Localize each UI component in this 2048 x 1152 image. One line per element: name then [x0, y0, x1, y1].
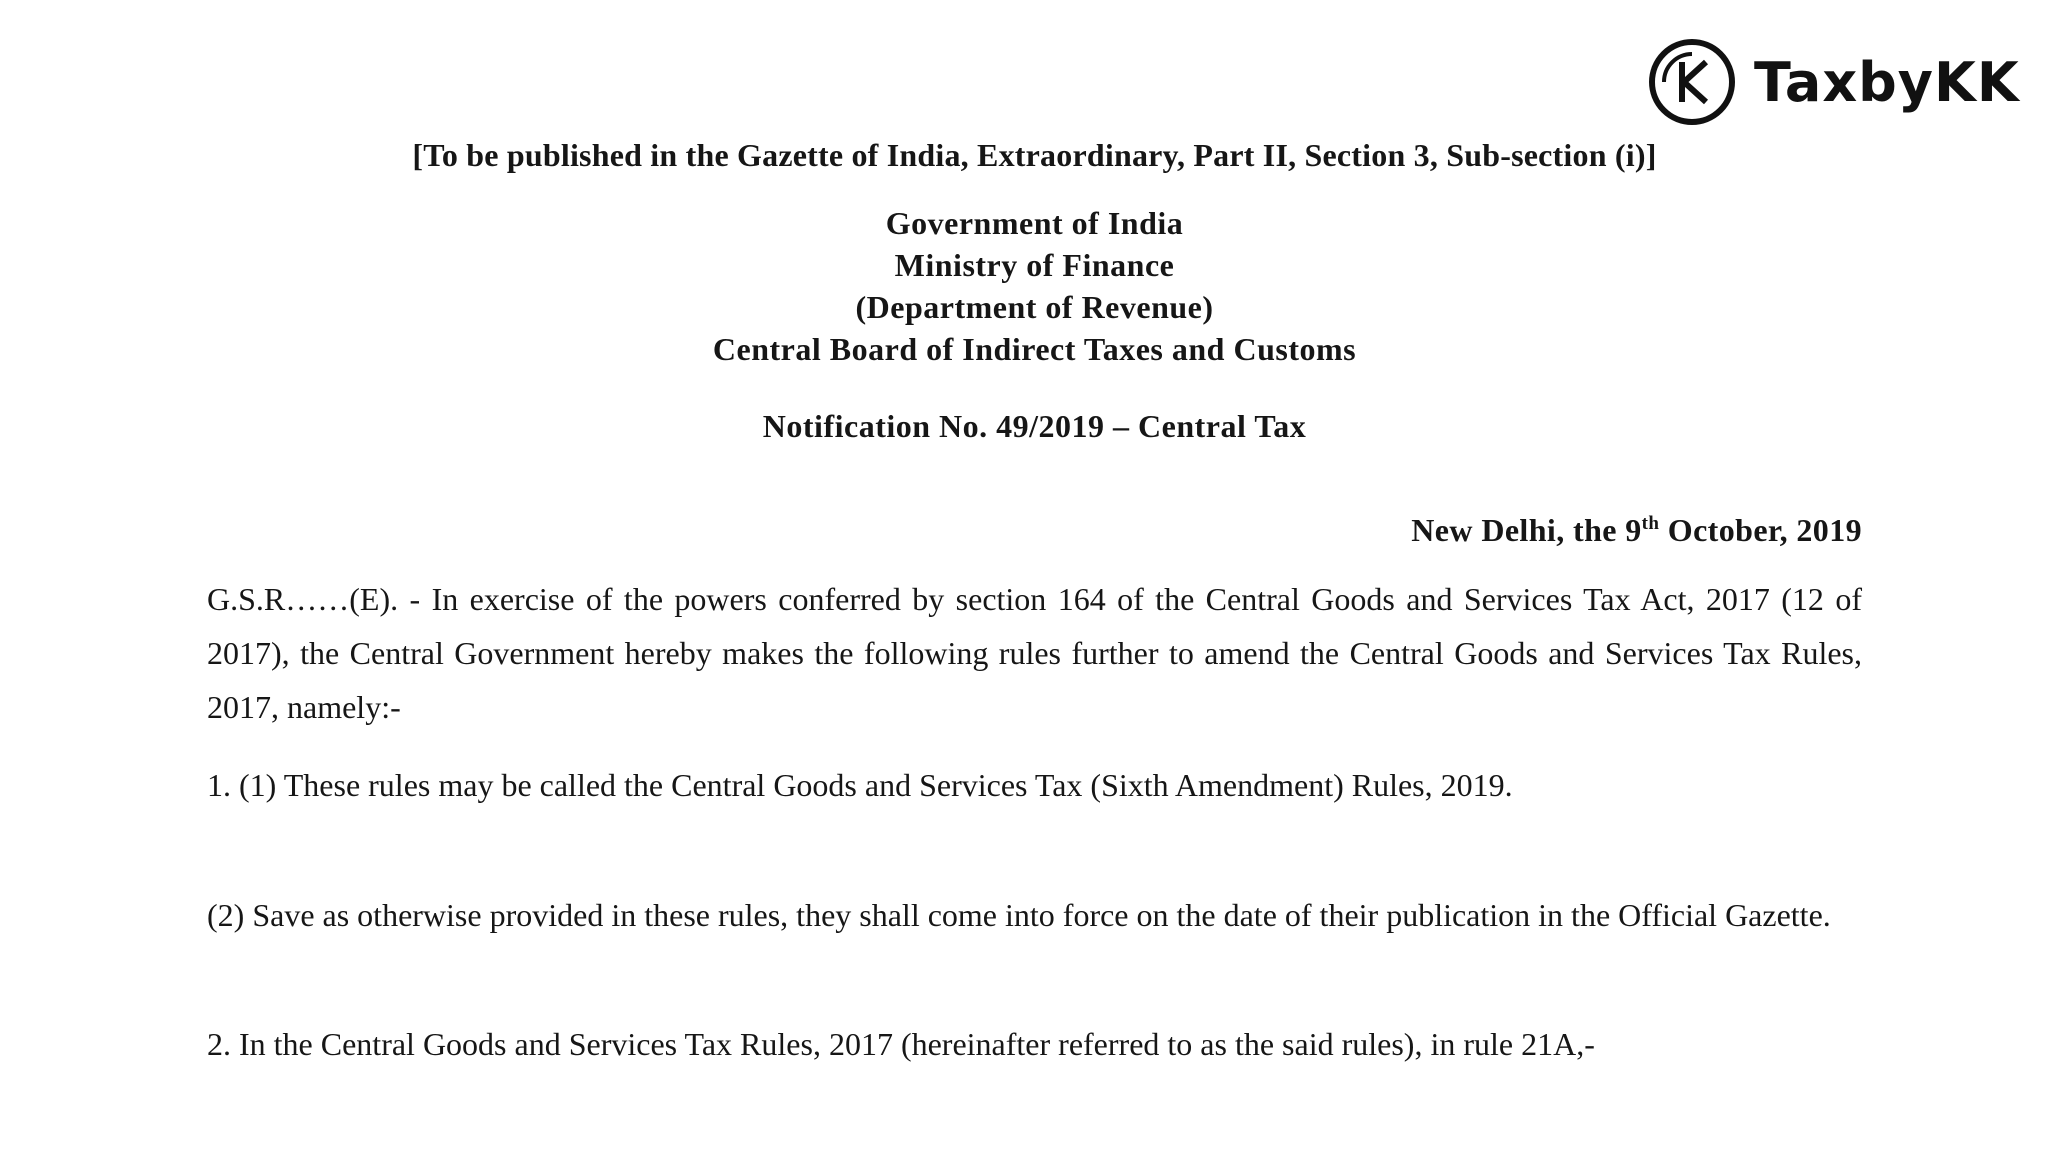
brand-name: TaxbyKK [1754, 50, 2020, 114]
rule-2-paragraph: 2. In the Central Goods and Services Tax Rules, 2017 (hereinafter referred to as the said rules), in rule 21A,- [207, 1026, 1595, 1062]
header-line-government: Government of India [885, 205, 1184, 241]
notification-number: Notification No. 49/2019 – Central Tax [762, 408, 1307, 444]
preamble-paragraph: G.S.R……(E). - In exercise of the powers conferred by section 164 of the Central Goods and Services Tax Act, 2017 (12 of 2017), the Central Government hereby makes the following rules further to amend the Central Goods and Services Tax Rules, 2017, namely:- [207, 581, 1862, 725]
header-line-ministry: Ministry of Finance [894, 247, 1175, 283]
gazette-line: [To be published in the Gazette of India, Extraordinary, Part II, Section 3, Sub-section (i)] [412, 137, 1657, 173]
dateline-ordinal: th [1641, 513, 1660, 534]
rule-1-1-paragraph: 1. (1) These rules may be called the Central Goods and Services Tax (Sixth Amendment) Rules, 2019. [207, 767, 1513, 803]
header-line-board: Central Board of Indirect Taxes and Customs [712, 331, 1357, 367]
brand-logo [1644, 34, 2020, 130]
issuing-authority [207, 202, 1862, 370]
dateline-rest: October, 2019 [1659, 512, 1862, 548]
dateline-prefix: New Delhi, the 9 [1411, 512, 1642, 548]
dateline [1411, 512, 1862, 549]
header-line-department: (Department of Revenue) [855, 289, 1214, 325]
rule-1-2-paragraph: (2) Save as otherwise provided in these rules, they shall come into force on the date of their publication in the Official Gazette. [207, 897, 1831, 933]
k-circle-logo-icon [1644, 34, 1740, 130]
